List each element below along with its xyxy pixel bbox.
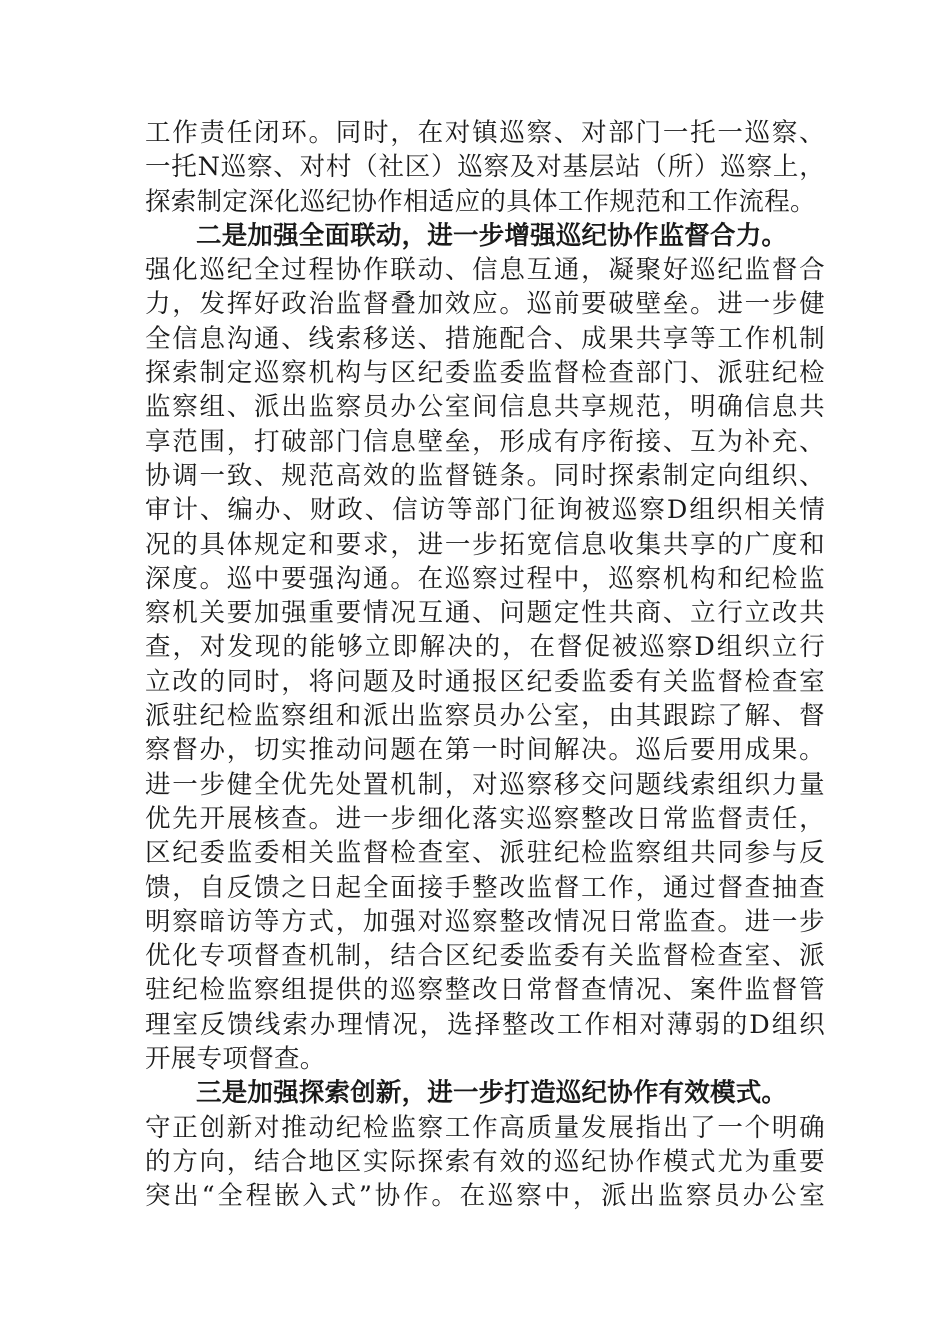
- text-line: 守正创新对推动纪检监察工作高质量发展指出了一个明确: [145, 1112, 825, 1143]
- text-line: 享范围，打破部门信息壁垒，形成有序衔接、互为补充、: [145, 426, 825, 457]
- text-line: 开展专项督查。: [145, 1044, 326, 1075]
- text-line: 区纪委监委相关监督检查室、派驻纪检监察组共同参与反: [145, 838, 825, 869]
- text-line: 进一步健全优先处置机制，对巡察移交问题线索组织力量: [145, 769, 825, 800]
- text-line: 协调一致、规范高效的监督链条。同时探索制定向组织、: [145, 460, 825, 491]
- text-line: 的方向，结合地区实际探索有效的巡纪协作模式尤为重要: [145, 1146, 825, 1177]
- text-line: 探索制定深化巡纪协作相适应的具体工作规范和工作流程。: [145, 186, 816, 217]
- text-line: 察机关要加强重要情况互通、问题定性共商、立行立改共: [145, 598, 825, 629]
- section-heading-3: 三是加强探索创新，进一步打造巡纪协作有效模式。: [196, 1078, 788, 1109]
- text-line: 探索制定巡察机构与区纪委监委监督检查部门、派驻纪检: [145, 358, 825, 389]
- text-line: 突出“全程嵌入式”协作。在巡察中，派出监察员办公室: [145, 1181, 825, 1212]
- text-line: 深度。巡中要强沟通。在巡察过程中，巡察机构和纪检监: [145, 563, 825, 594]
- text-line: 派驻纪检监察组和派出监察员办公室，由其跟踪了解、督: [145, 701, 825, 732]
- text-line: 全信息沟通、线索移送、措施配合、成果共享等工作机制: [145, 323, 825, 354]
- text-line: 优先开展核查。进一步细化落实巡察整改日常监督责任，: [145, 803, 825, 834]
- text-line: 强化巡纪全过程协作联动、信息互通，凝聚好巡纪监督合: [145, 255, 825, 286]
- text-line: 馈，自反馈之日起全面接手整改监督工作，通过督查抽查: [145, 872, 825, 903]
- text-line: 工作责任闭环。同时，在对镇巡察、对部门一托一巡察、: [145, 118, 825, 148]
- text-line: 一托N巡察、对村（社区）巡察及对基层站（所）巡察上，: [145, 152, 825, 183]
- text-line: 察督办，切实推动问题在第一时间解决。巡后要用成果。: [145, 735, 825, 766]
- text-line: 监察组、派出监察员办公室间信息共享规范，明确信息共: [145, 392, 825, 423]
- document-body: [145, 116, 825, 1214]
- section-heading-2: 二是加强全面联动，进一步增强巡纪协作监督合力。: [196, 220, 788, 251]
- text-line: 驻纪检监察组提供的巡察整改日常督查情况、案件监督管: [145, 975, 825, 1006]
- text-line: 明察暗访等方式，加强对巡察整改情况日常监查。进一步: [145, 906, 825, 937]
- text-line: 况的具体规定和要求，进一步拓宽信息收集共享的广度和: [145, 529, 825, 560]
- text-line: 理室反馈线索办理情况，选择整改工作相对薄弱的D组织: [145, 1009, 825, 1040]
- text-line: 优化专项督查机制，结合区纪委监委有关监督检查室、派: [145, 941, 825, 972]
- text-line: 立改的同时，将问题及时通报区纪委监委有关监督检查室: [145, 666, 825, 697]
- text-line: 审计、编办、财政、信访等部门征询被巡察D组织相关情: [145, 495, 825, 526]
- text-line: 力，发挥好政治监督叠加效应。巡前要破壁垒。进一步健: [145, 289, 825, 320]
- text-line: 查，对发现的能够立即解决的，在督促被巡察D组织立行: [145, 632, 825, 663]
